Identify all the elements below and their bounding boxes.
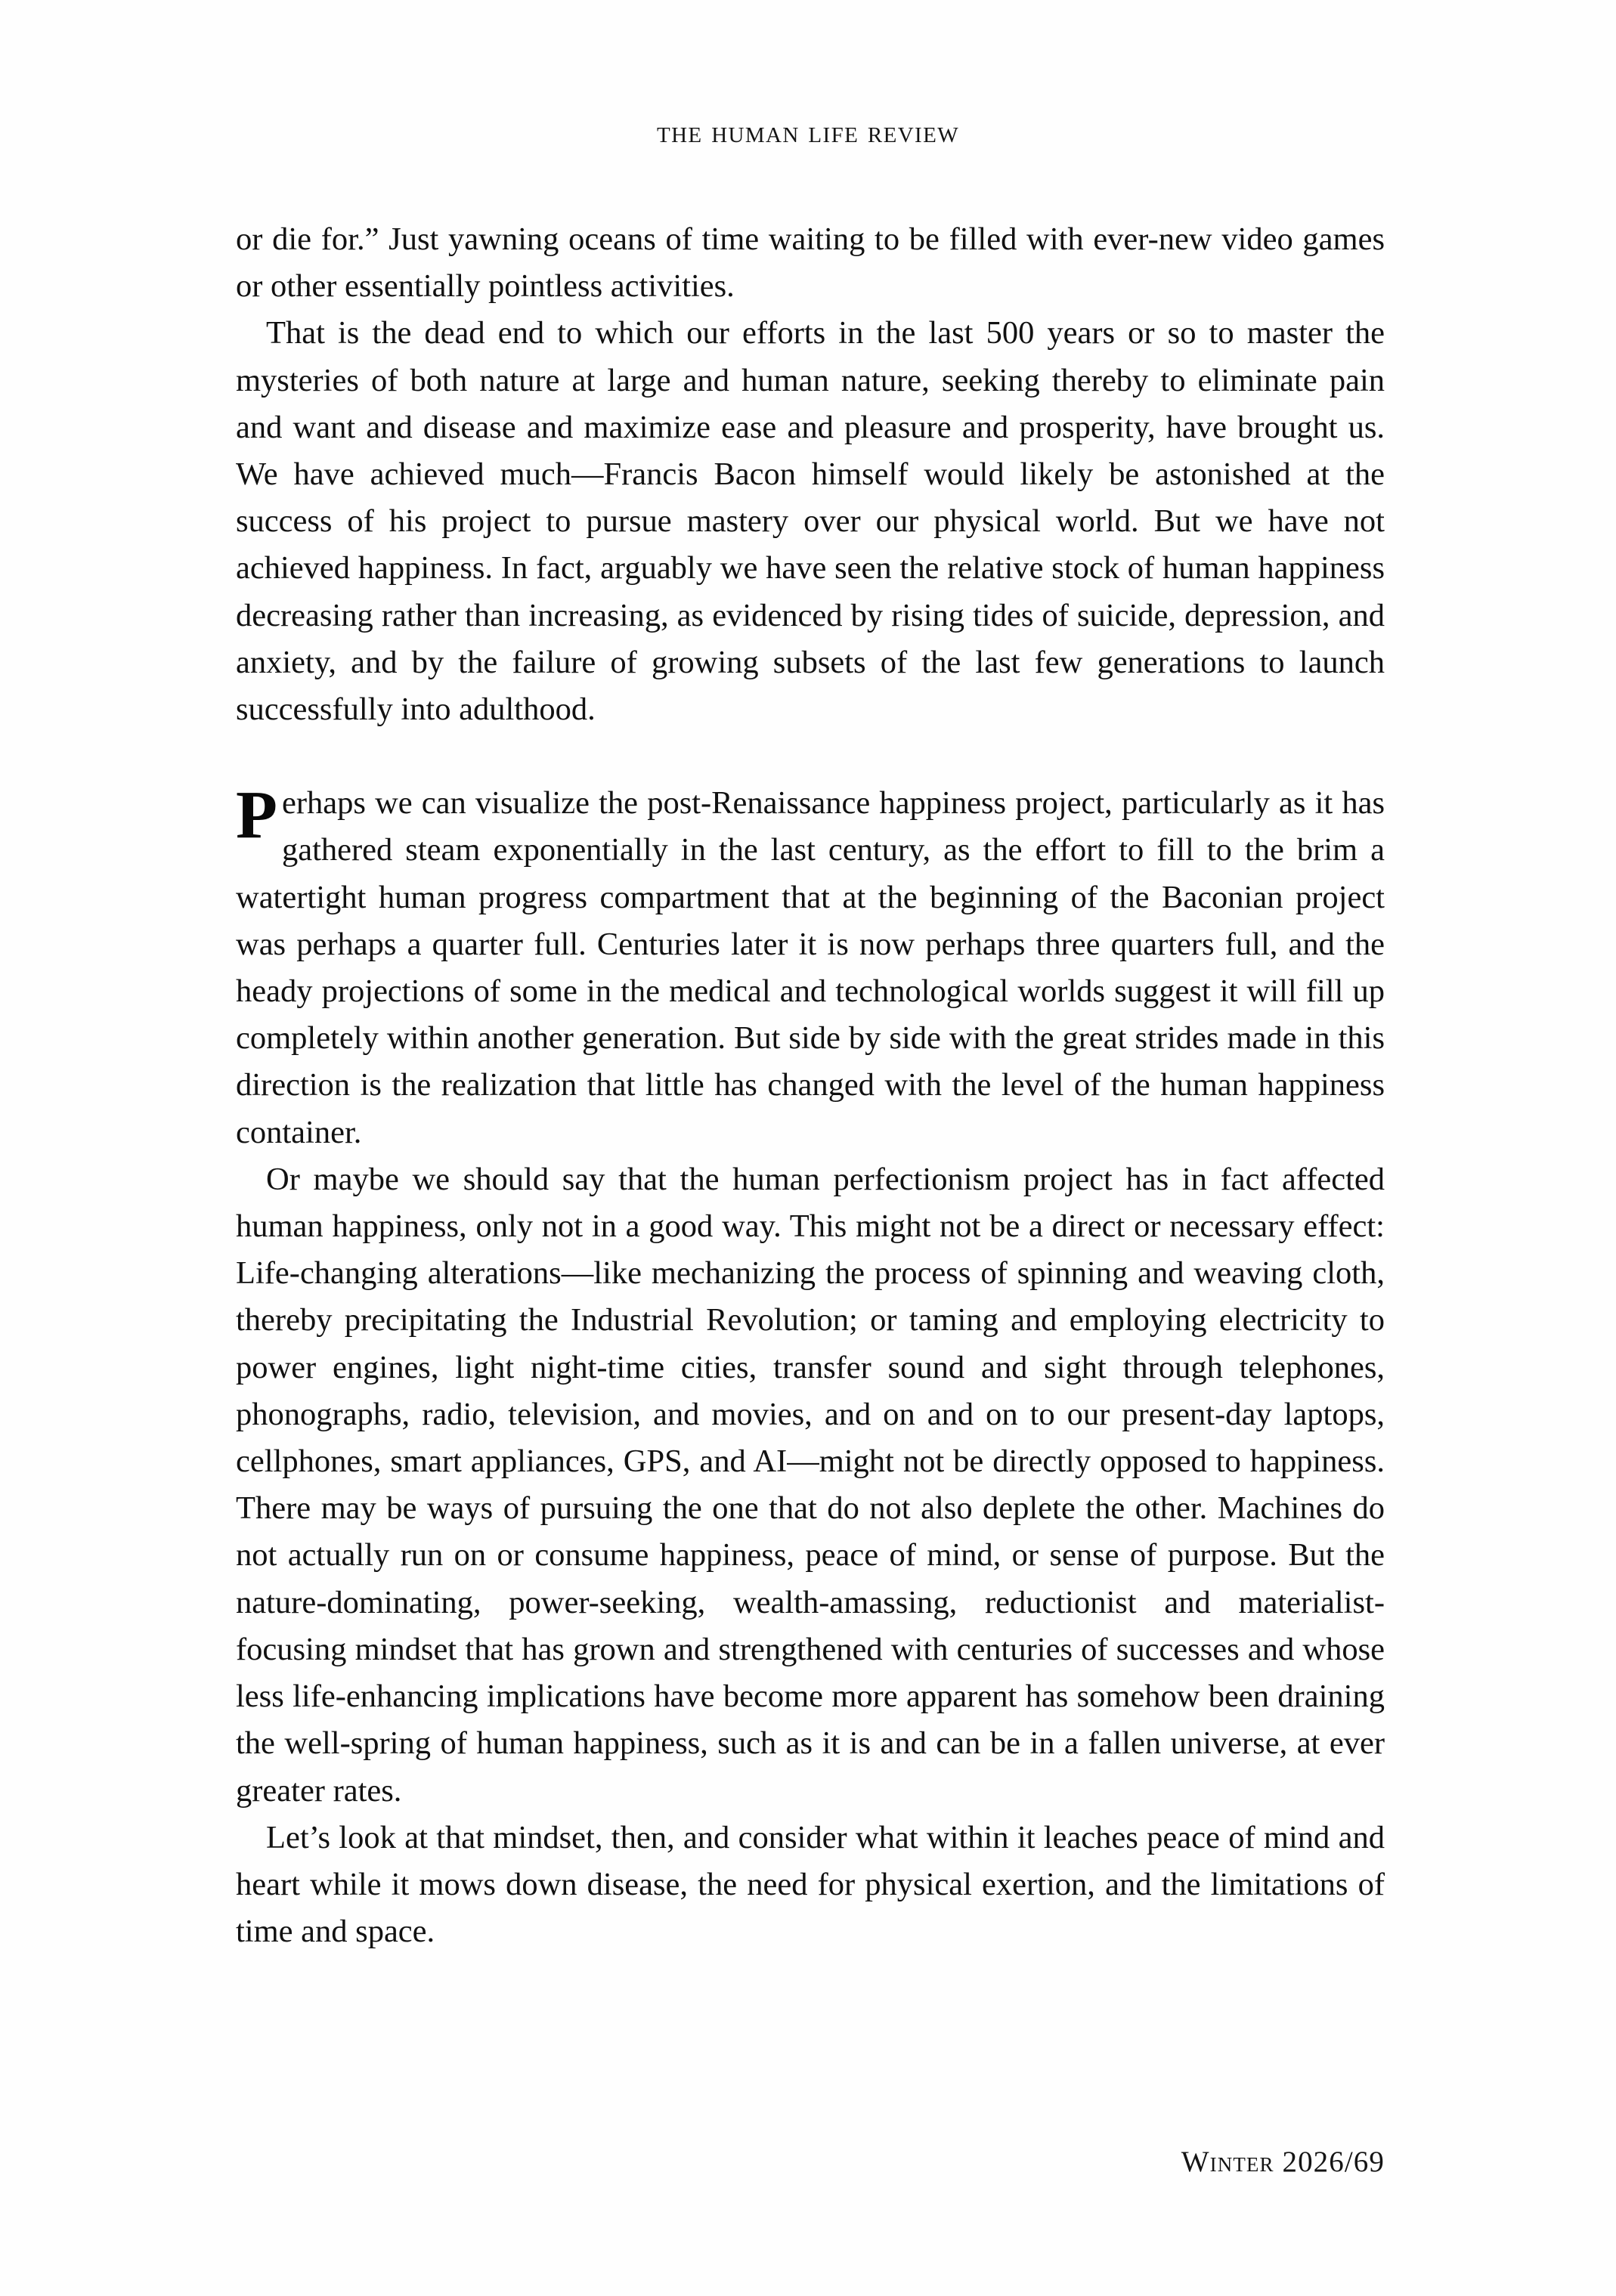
paragraph-perhaps	[236, 780, 1385, 1156]
paragraph-spacer	[236, 733, 1385, 780]
paragraph-lets-look: Let’s look at that mindset, then, and consider what within it leaches peace of mind and heart while it mows down disease, the need for physical exertion, and the limitations of time and space.	[236, 1819, 1385, 1950]
running-head	[0, 113, 1616, 150]
paragraph-or-maybe: Or maybe we should say that the human perfectionism project has in fact affected human happiness, only not in a good way. This might not be a direct or necessary effect: Life-changing alterations—like mechanizing the process of spinning and weaving cloth, thereby precipitating the Industrial Revolution; or taming and employing electricity to power engines, light night-time cities, transfer sound and sight through telephones, phonographs, radio, television, and movies, and on and on to our present-day laptops, cellphones, smart appliances, GPS, and AI—might not be directly opposed to happiness. There may be ways of pursuing the one that do not also deplete the other. Machines do not actually run on or consume happiness, peace of mind, or sense of purpose. But the nature-dominating, power-seeking, wealth-amassing, reductionist and materialist-focusing mindset that has grown and strengthened with centuries of successes and whose less life-enhancing implications have become more apparent has somehow been draining the well-spring of human happiness, such as it is and can be in a fallen universe, at ever greater rates.	[236, 1161, 1385, 1809]
running-head-text: the human life review	[656, 114, 960, 149]
drop-cap-letter: P	[236, 778, 277, 853]
paragraph-dead-end: That is the dead end to which our efforts in the last 500 years or so to master the mysteries of both nature at large and human nature, seeking thereby to eliminate pain and want and disease and maximize ease and pleasure and prosperity, have brought us. We have achieved much—Francis Bacon himself would likely be astonished at the success of his project to pursue mastery over our physical world. But we have not achieved happiness. In fact, arguably we have seen the relative stock of human happiness decreasing rather than increasing, as evidenced by rising tides of suicide, depression, and anxiety, and by the failure of growing subsets of the last few generations to launch successfully into adulthood.	[236, 315, 1385, 728]
page-footer	[0, 2145, 1616, 2179]
footer-issue-text: Winter 2026/69	[1181, 2146, 1385, 2178]
paragraph-continuation: or die for.” Just yawning oceans of time waiting to be filled with ever-new video games or other essentially pointless activities.	[236, 221, 1385, 305]
text-column	[236, 216, 1385, 1955]
paragraph-perhaps-text: erhaps we can visualize the post-Renaissance happiness project, particularly as it has gathered steam exponentially in the last century, as the effort to fill to the brim a watertight human progress compartment that at the beginning of the Baconian project was perhaps a quarter full. Centuries later it is now perhaps three quarters full, and the heady projections of some in the medical and technological worlds suggest it will fill up completely within another generation. But side by side with the great strides made in this direction is the realization that little has changed with the level of the human happiness container.	[236, 785, 1385, 1150]
